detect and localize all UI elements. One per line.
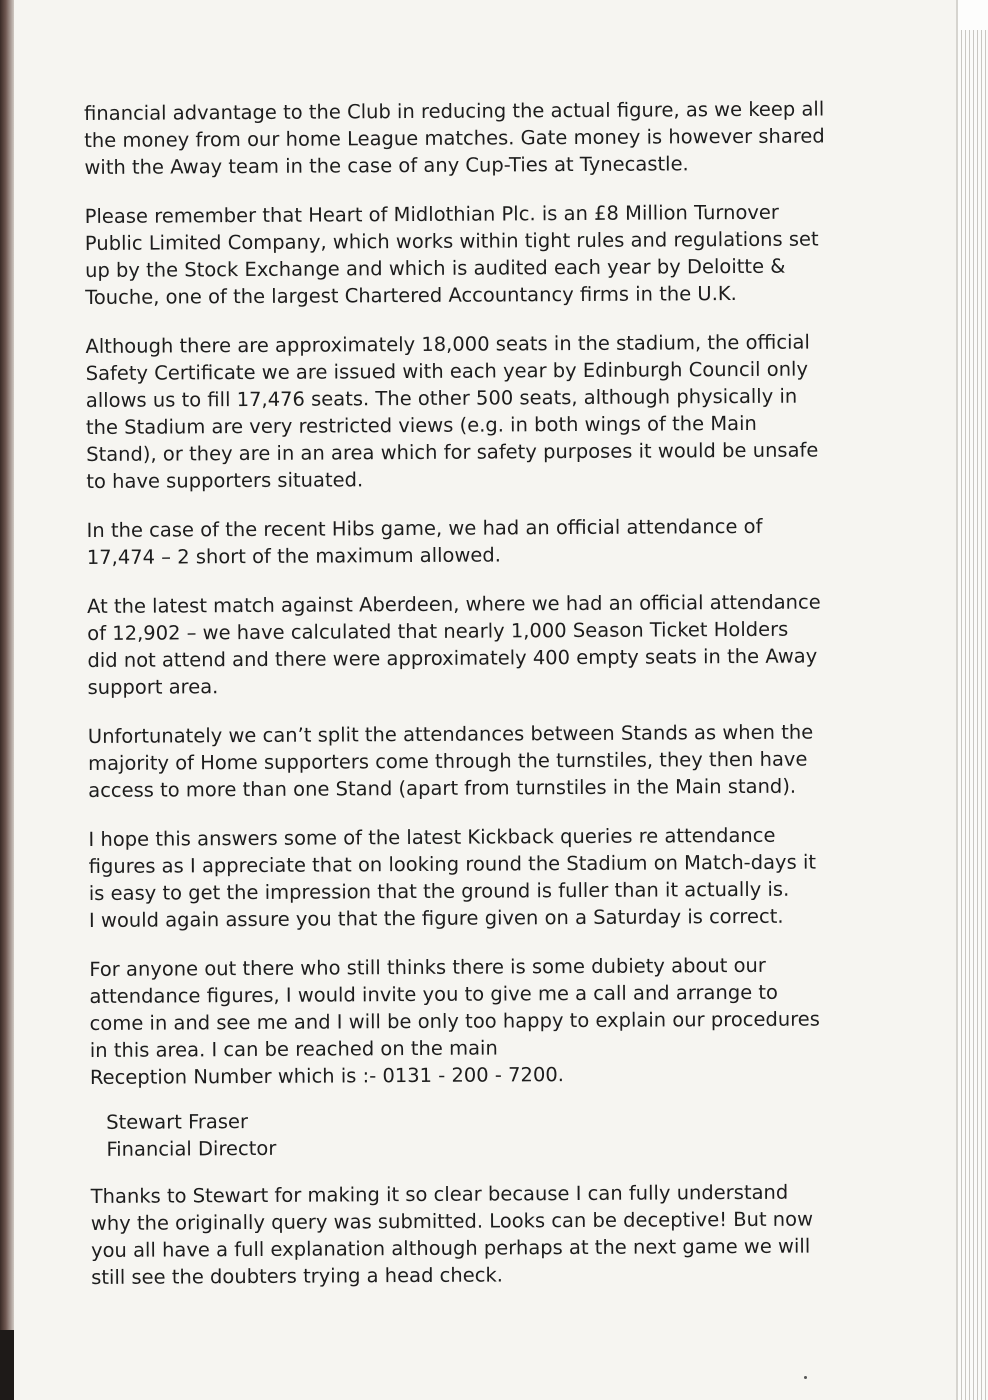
paragraph-kickback: I hope this answers some of the latest Kickback queries re attendance figures as I appreciate that on looking round the Stadium on Match-days it is easy to get the impression that the ground is fuller than it actually is. I would again assure you that the figure given on a Saturday is correct. xyxy=(88,823,817,932)
paragraph-contact: For anyone out there who still thinks there is some dubiety about our attendance figures, I would invite you to give me a call and arrange to come in and see me and I will be only too happy to explain our procedures in this area. I can be reached on the main Reception Number which is :- 0131 - 200 - 7200. xyxy=(89,953,821,1089)
binding-shadow xyxy=(0,1330,14,1400)
paragraph-seating: Although there are approximately 18,000 seats in the stadium, the official Safety Certificate we are issued with each year by Edinburgh Council only allows us to fill 17,476 seats. The other 500 seats, although physically in the Stadium are very restricted views (e.g. in both wings of the Main Stand), or they are in an area which for safety purposes it would be unsafe to have supporters situated. xyxy=(85,330,819,493)
signature-title: Financial Director xyxy=(106,1136,277,1161)
paragraph-gate-money: financial advantage to the Club in reducing the actual figure, as we keep all the money from our home League matches. Gate money is however shared with the Away team in the case of any Cup-Ties at Tynecastle. xyxy=(84,97,825,179)
signature-name: Stewart Fraser xyxy=(106,1110,249,1134)
paragraph-aberdeen-match: At the latest match against Aberdeen, where we had an official attendance of 12,902 – we have calculated that nearly 1,000 Season Ticket Holders did not attend and there were approximately 400 empty seats in the Away support area. xyxy=(87,590,821,699)
article-body xyxy=(84,95,951,1313)
document-page xyxy=(14,0,958,1400)
speck xyxy=(804,1376,807,1379)
binding-edge xyxy=(0,0,14,1400)
paragraph-closing: Thanks to Stewart for making it so clear because I can fully understand why the originally query was submitted. Looks can be deceptive! But now you all have a full explanation although perhaps at the next game we will still see the doubters trying a head check. xyxy=(90,1180,814,1289)
paragraph-stands: Unfortunately we can’t split the attendances between Stands as when the majority of Home supporters come through the turnstiles, they then have access to more than one Stand (apart from turnstiles in the Main stand). xyxy=(87,720,814,802)
signature-block xyxy=(106,1104,950,1163)
paragraph-hibs-game: In the case of the recent Hibs game, we had an official attendance of 17,474 – 2 short of the maximum allowed. xyxy=(86,514,763,569)
page-stack-edges xyxy=(958,30,988,1400)
paragraph-plc: Please remember that Heart of Midlothian Plc. is an £8 Million Turnover Public Limited Company, which works within tight rules and regulations set up by the Stock Exchange and which is audited each year by Deloitte & Touche, one of the largest Chartered Accountancy firms in the U.K. xyxy=(84,200,819,309)
